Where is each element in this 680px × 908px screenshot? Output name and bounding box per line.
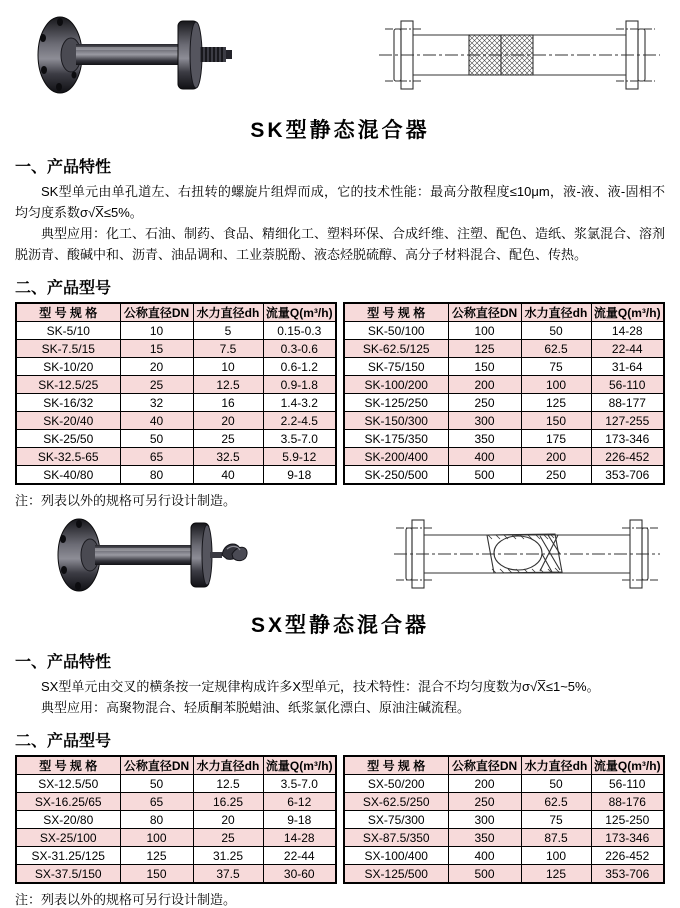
table-cell: 20 (120, 358, 193, 376)
table-cell: 100 (521, 847, 591, 865)
table-cell: 125 (521, 394, 591, 412)
sx-page-title: SX型静态混合器 (250, 614, 429, 637)
table-cell: SK-16/32 (16, 394, 120, 412)
table-row (344, 775, 664, 793)
table-row (344, 358, 664, 376)
table-cell: 22-44 (263, 847, 336, 865)
column-header-model: 型 号 规 格 (16, 303, 120, 322)
table-cell: 3.5-7.0 (263, 430, 336, 448)
table-cell: SK-150/300 (344, 412, 448, 430)
table-row (344, 376, 664, 394)
table-cell: SX-87.5/350 (344, 829, 448, 847)
table-cell: SX-16.25/65 (16, 793, 120, 811)
table-cell: SX-37.5/150 (16, 865, 120, 884)
table-cell: 0.6-1.2 (263, 358, 336, 376)
table-cell: 5 (193, 322, 263, 340)
sk-models-table-left (15, 302, 337, 485)
table-cell: 62.5 (521, 340, 591, 358)
sx-features-para2: 典型应用：高聚物混合、轻质酮苯脱蜡油、纸浆氯化漂白、原油注碱流程。 (41, 700, 471, 715)
table-cell: 40 (120, 412, 193, 430)
table-row (16, 775, 336, 793)
table-cell: 226-452 (591, 448, 664, 466)
column-header-model: 型 号 规 格 (344, 756, 448, 775)
table-cell: 250 (521, 466, 591, 485)
column-header-dh: 水力直径dh (193, 303, 263, 322)
table-cell: 150 (448, 358, 521, 376)
table-cell: 32.5 (193, 448, 263, 466)
table-cell: 100 (521, 376, 591, 394)
table-header-row (344, 756, 664, 775)
table-row (344, 466, 664, 485)
table-cell: SK-100/200 (344, 376, 448, 394)
table-cell: SK-40/80 (16, 466, 120, 485)
table-header-row (16, 303, 336, 322)
table-row (16, 466, 336, 485)
table-cell: 65 (120, 793, 193, 811)
table-cell: 353-706 (591, 466, 664, 485)
table-cell: 125 (120, 847, 193, 865)
table-cell: 150 (120, 865, 193, 884)
column-header-model: 型 号 规 格 (16, 756, 120, 775)
table-cell: 12.5 (193, 376, 263, 394)
table-row (16, 430, 336, 448)
table-cell: 0.9-1.8 (263, 376, 336, 394)
column-header-dn: 公称直径DN (120, 756, 193, 775)
table-cell: SK-175/350 (344, 430, 448, 448)
sx-note: 注：列表以外的规格可另行设计制造。 (15, 892, 237, 907)
sk-mixer-photo (30, 10, 235, 100)
table-row (16, 847, 336, 865)
table-header-row (16, 756, 336, 775)
table-cell: SX-50/200 (344, 775, 448, 793)
table-cell: 31.25 (193, 847, 263, 865)
sx-models-heading: 二、产品型号 (15, 733, 112, 750)
column-header-flow: 流量Q(m³/h) (591, 303, 664, 322)
table-cell: SK-250/500 (344, 466, 448, 485)
sx-mixer-drawing (392, 510, 662, 600)
table-cell: 0.15-0.3 (263, 322, 336, 340)
table-cell: SK-7.5/15 (16, 340, 120, 358)
table-cell: 173-346 (591, 430, 664, 448)
table-row (344, 829, 664, 847)
table-cell: SK-200/400 (344, 448, 448, 466)
table-cell: 10 (120, 322, 193, 340)
table-cell: 62.5 (521, 793, 591, 811)
table-cell: 100 (120, 829, 193, 847)
table-cell: 3.5-7.0 (263, 775, 336, 793)
table-cell: 173-346 (591, 829, 664, 847)
table-cell: 50 (120, 775, 193, 793)
table-cell: 0.3-0.6 (263, 340, 336, 358)
sx-section (0, 509, 680, 908)
table-cell: 75 (521, 811, 591, 829)
table-row (16, 322, 336, 340)
table-cell: 175 (521, 430, 591, 448)
table-cell: 40 (193, 466, 263, 485)
sk-image-row (0, 0, 680, 102)
table-cell: SK-5/10 (16, 322, 120, 340)
table-cell: 88-176 (591, 793, 664, 811)
table-cell: 30-60 (263, 865, 336, 884)
table-row (344, 340, 664, 358)
table-cell: 125 (521, 865, 591, 884)
table-cell: 10 (193, 358, 263, 376)
table-cell: 75 (521, 358, 591, 376)
table-cell: SK-62.5/125 (344, 340, 448, 358)
table-cell: 12.5 (193, 775, 263, 793)
table-cell: 25 (120, 376, 193, 394)
table-cell: 25 (193, 829, 263, 847)
table-cell: 16 (193, 394, 263, 412)
table-cell: SK-75/150 (344, 358, 448, 376)
table-cell: 400 (448, 448, 521, 466)
sk-mixer-drawing (377, 8, 662, 102)
table-cell: 250 (448, 793, 521, 811)
table-cell: 300 (448, 811, 521, 829)
table-cell: SK-20/40 (16, 412, 120, 430)
table-header-row (344, 303, 664, 322)
sk-features-para1: SK型单元由单孔道左、右扭转的螺旋片组焊而成，它的技术性能：最高分散程度≤10μm，液-液、液-固相不均匀度系数σ√X̅≤5%。 (15, 184, 665, 220)
table-cell: 350 (448, 430, 521, 448)
table-row (344, 448, 664, 466)
table-cell: 31-64 (591, 358, 664, 376)
table-cell: 37.5 (193, 865, 263, 884)
table-cell: SX-125/500 (344, 865, 448, 884)
table-cell: 200 (448, 775, 521, 793)
table-row (16, 811, 336, 829)
table-cell: 80 (120, 466, 193, 485)
table-cell: 500 (448, 865, 521, 884)
sx-models-table-left (15, 755, 337, 884)
table-row (16, 340, 336, 358)
table-cell: SX-75/300 (344, 811, 448, 829)
table-row (16, 394, 336, 412)
table-row (16, 358, 336, 376)
table-cell: 5.9-12 (263, 448, 336, 466)
table-cell: 80 (120, 811, 193, 829)
column-header-flow: 流量Q(m³/h) (263, 756, 336, 775)
table-cell: 50 (120, 430, 193, 448)
table-row (344, 847, 664, 865)
table-cell: 100 (448, 322, 521, 340)
table-cell: 20 (193, 412, 263, 430)
table-cell: 25 (193, 430, 263, 448)
table-row (16, 412, 336, 430)
table-cell: SX-12.5/50 (16, 775, 120, 793)
table-cell: SK-50/100 (344, 322, 448, 340)
sk-note: 注：列表以外的规格可另行设计制造。 (15, 493, 237, 508)
sx-tables-row (15, 755, 665, 884)
table-cell: 2.2-4.5 (263, 412, 336, 430)
sk-features-heading: 一、产品特性 (15, 159, 112, 176)
table-cell: 87.5 (521, 829, 591, 847)
table-cell: 56-110 (591, 775, 664, 793)
column-header-dh: 水力直径dh (521, 756, 591, 775)
table-cell: SK-12.5/25 (16, 376, 120, 394)
sk-page-title: SK型静态混合器 (250, 119, 430, 142)
table-row (344, 430, 664, 448)
table-cell: 16.25 (193, 793, 263, 811)
table-cell: 32 (120, 394, 193, 412)
table-cell: 50 (521, 775, 591, 793)
table-cell: SK-25/50 (16, 430, 120, 448)
table-cell: SK-10/20 (16, 358, 120, 376)
table-row (344, 412, 664, 430)
sx-models-table-right (343, 755, 665, 884)
sk-tables-row (15, 302, 665, 485)
table-cell: SX-20/80 (16, 811, 120, 829)
sk-models-heading: 二、产品型号 (15, 280, 112, 297)
sx-features-para1: SX型单元由交叉的横条按一定规律构成许多X型单元，技术特性：混合不均匀度数为σ√X̅≤1~5%。 (41, 679, 600, 694)
table-cell: SX-100/400 (344, 847, 448, 865)
table-cell: 7.5 (193, 340, 263, 358)
table-row (16, 793, 336, 811)
table-cell: 226-452 (591, 847, 664, 865)
sx-mixer-photo (52, 513, 252, 597)
table-row (16, 376, 336, 394)
table-row (344, 793, 664, 811)
table-cell: SK-125/250 (344, 394, 448, 412)
table-cell: 200 (448, 376, 521, 394)
table-cell: 150 (521, 412, 591, 430)
column-header-dh: 水力直径dh (193, 756, 263, 775)
table-cell: SX-62.5/250 (344, 793, 448, 811)
table-cell: SX-31.25/125 (16, 847, 120, 865)
table-cell: 125-250 (591, 811, 664, 829)
table-row (16, 448, 336, 466)
table-cell: 22-44 (591, 340, 664, 358)
table-row (344, 394, 664, 412)
column-header-dn: 公称直径DN (448, 756, 521, 775)
table-cell: 250 (448, 394, 521, 412)
table-cell: SK-32.5-65 (16, 448, 120, 466)
table-row (344, 322, 664, 340)
table-row (16, 829, 336, 847)
table-cell: 14-28 (591, 322, 664, 340)
table-cell: 500 (448, 466, 521, 485)
column-header-dn: 公称直径DN (448, 303, 521, 322)
table-row (344, 811, 664, 829)
table-cell: 9-18 (263, 466, 336, 485)
table-cell: 127-255 (591, 412, 664, 430)
sk-models-table-right (343, 302, 665, 485)
table-cell: 50 (521, 322, 591, 340)
table-row (16, 865, 336, 884)
table-row (344, 865, 664, 884)
table-cell: 65 (120, 448, 193, 466)
column-header-flow: 流量Q(m³/h) (591, 756, 664, 775)
table-cell: 300 (448, 412, 521, 430)
table-cell: 15 (120, 340, 193, 358)
column-header-dh: 水力直径dh (521, 303, 591, 322)
table-cell: 350 (448, 829, 521, 847)
sk-features-para2: 典型应用：化工、石油、制药、食品、精细化工、塑料环保、合成纤维、注塑、配色、造纸、浆氯混合、溶剂脱沥青、酸碱中和、沥青、油品调和、工业萘脱酚、液态烃脱硫醇、高分子材料混合、配色、传热。 (15, 226, 666, 262)
table-cell: 200 (521, 448, 591, 466)
table-cell: 125 (448, 340, 521, 358)
column-header-model: 型 号 规 格 (344, 303, 448, 322)
table-cell: 353-706 (591, 865, 664, 884)
table-cell: 20 (193, 811, 263, 829)
table-cell: 6-12 (263, 793, 336, 811)
table-cell: 1.4-3.2 (263, 394, 336, 412)
table-cell: 9-18 (263, 811, 336, 829)
table-cell: 400 (448, 847, 521, 865)
table-cell: 14-28 (263, 829, 336, 847)
sx-image-row (0, 509, 680, 599)
table-cell: SX-25/100 (16, 829, 120, 847)
table-cell: 56-110 (591, 376, 664, 394)
sx-features-heading: 一、产品特性 (15, 654, 112, 671)
column-header-flow: 流量Q(m³/h) (263, 303, 336, 322)
column-header-dn: 公称直径DN (120, 303, 193, 322)
table-cell: 88-177 (591, 394, 664, 412)
